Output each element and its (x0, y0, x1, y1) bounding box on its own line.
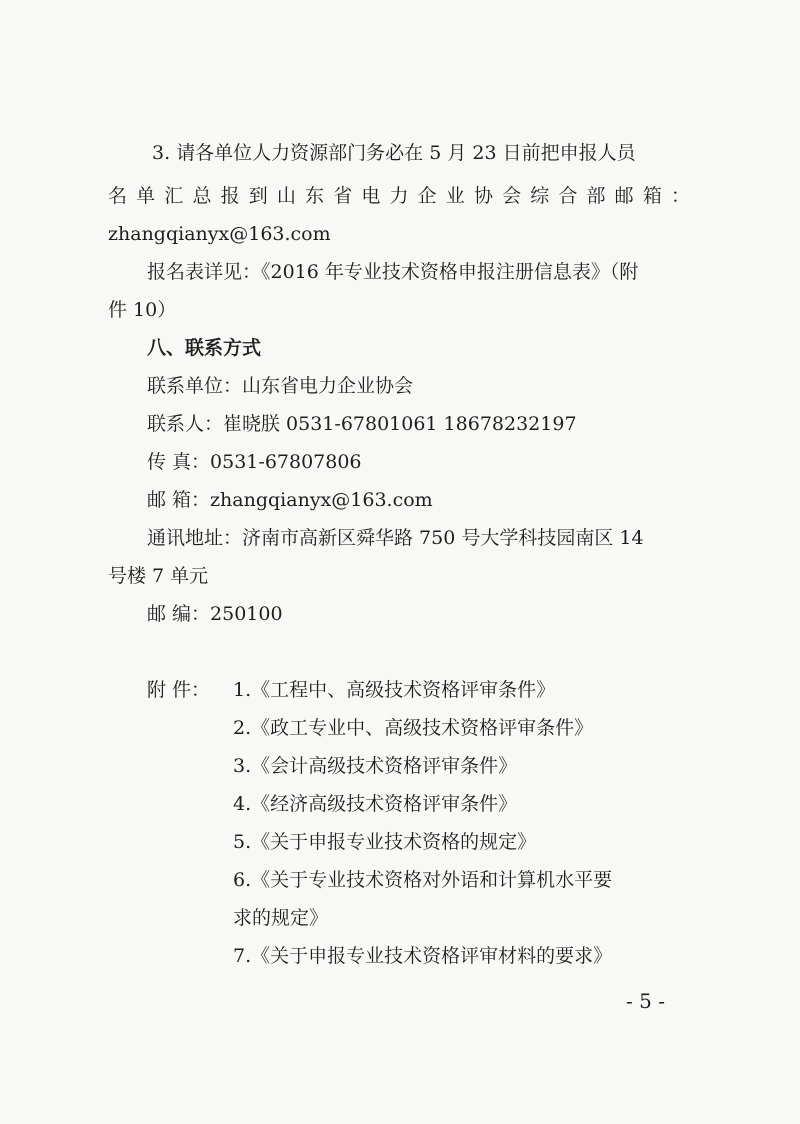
para3-line1: 3. 请各单位人力资源部门务必在 5 月 23 日前把申报人员 (152, 142, 636, 164)
attachment-item-continuation: 求的规定》 (233, 907, 329, 929)
contact-email: 邮 箱：zhangqianyx@163.com (147, 489, 433, 511)
contact-fax: 传 真：0531-67807806 (147, 451, 362, 473)
attachments-label: 附 件： (147, 679, 211, 701)
attachment-item: 6.《关于专业技术资格对外语和计算机水平要 (233, 869, 613, 891)
contact-address-line2: 号楼 7 单元 (108, 565, 209, 587)
attachment-item: 3.《会计高级技术资格评审条件》 (233, 755, 518, 777)
page-number: - 5 - (626, 989, 665, 1013)
attachment-item: 7.《关于申报专业技术资格评审材料的要求》 (233, 945, 613, 967)
para3-email: zhangqianyx@163.com (108, 223, 331, 245)
section-heading: 八、联系方式 (147, 337, 262, 359)
attachment-item: 4.《经济高级技术资格评审条件》 (233, 793, 518, 815)
attachment-item: 5.《关于申报专业技术资格的规定》 (233, 831, 537, 853)
contact-unit: 联系单位：山东省电力企业协会 (147, 375, 414, 397)
attachment-item: 2.《政工专业中、高级技术资格评审条件》 (233, 717, 594, 739)
registration-line1: 报名表详见：《2016 年专业技术资格申报注册信息表》（附 (147, 261, 639, 283)
registration-line2: 件 10） (108, 299, 177, 321)
para3-line2: 名单汇总报到山东省电力企业协会综合部邮箱： (108, 185, 690, 207)
contact-postcode: 邮 编：250100 (147, 603, 283, 625)
contact-person: 联系人：崔晓朕 0531-67801061 18678232197 (147, 413, 577, 435)
attachment-item: 1.《工程中、高级技术资格评审条件》 (233, 679, 556, 701)
contact-address-line1: 通讯地址：济南市高新区舜华路 750 号大学科技园南区 14 (147, 527, 644, 549)
